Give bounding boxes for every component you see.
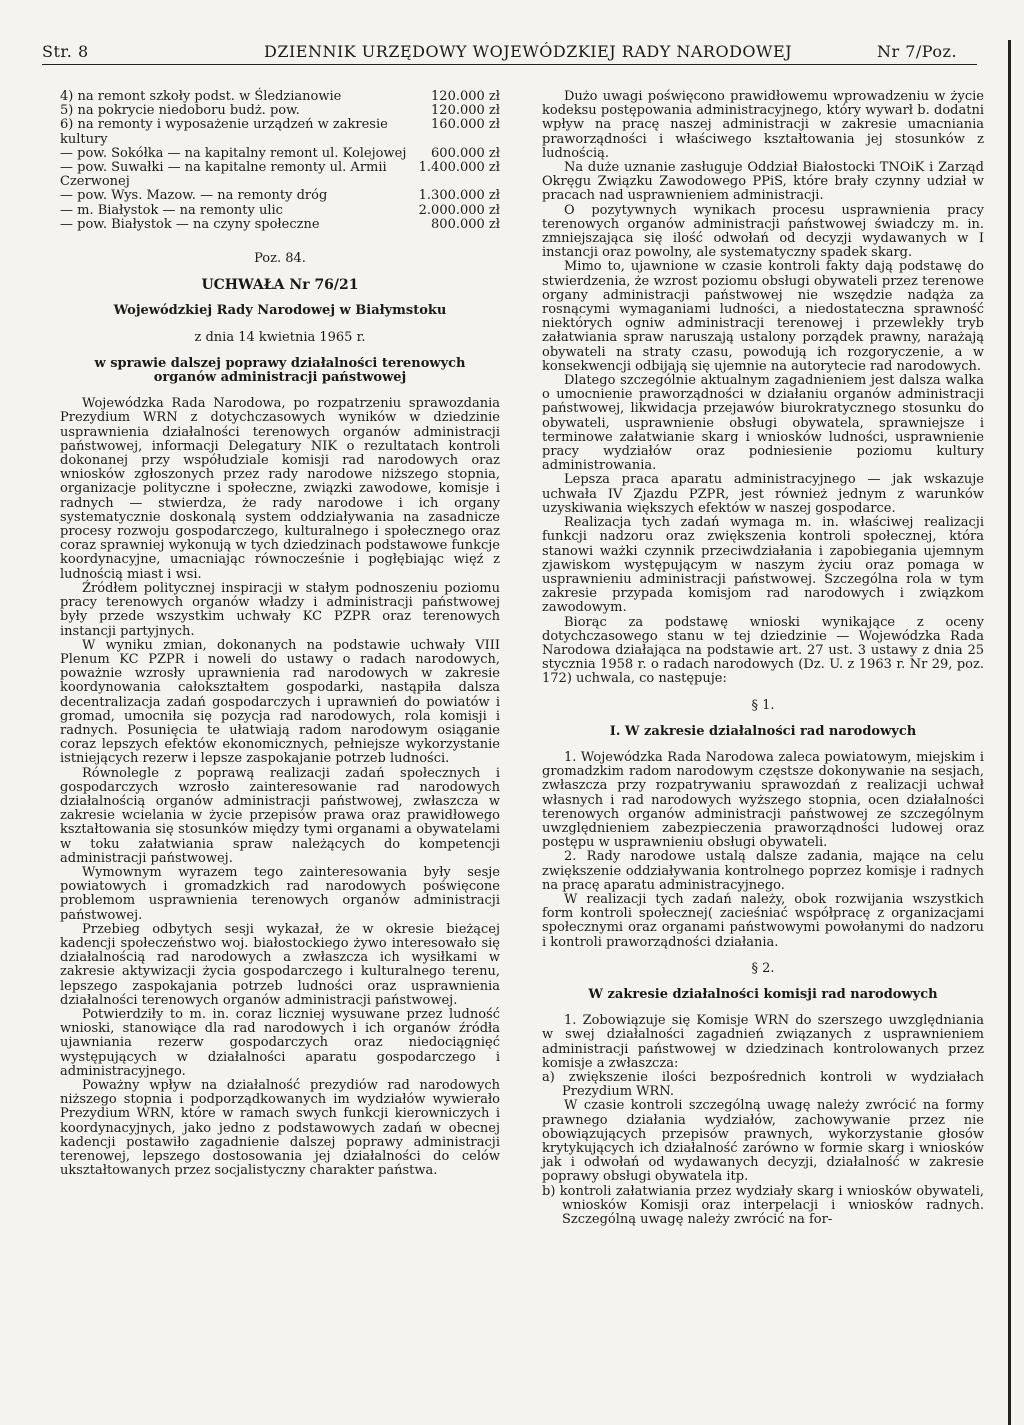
section-2-mark: § 2. [751,960,775,976]
journal-title: DZIENNIK URZĘDOWY WOJEWÓDZKIEJ RADY NARODOWEJ [264,42,793,61]
resolution-date: z dnia 14 kwietnia 1965 r. [194,329,366,345]
section-2-item-a-text: W czasie kontroli szczególną uwagę należy zwrócić na formy prawnego działania wydziałów, zachowywanie przez nie obowiązujących przepisów prawnych, wykorzystanie głosów krytykujących ich działalność zarówno w formie skarg i wniosków jak i odwołań od wydawanych decyzji, działalność w zakresie poprawy obsługi obywatela itp. [542,1098,984,1185]
right-column [542,90,984,1227]
body-paragraph: Równolegle z poprawą realizacji zadań społecznych i gospodarczych wzrosło zainteresowanie rad narodowych działalnością organów administracji państwowej, zwłaszcza w zakresie wcielania w życie przepisów prawa oraz prawidłowego kształtowania się stosunków między tymi organami a obywatelami w toku załatwiania spraw należących do kompetencji administracji państwowej. [60,765,500,866]
body-paragraph: Wojewódzka Rada Narodowa, po rozpatrzeniu sprawozdania Prezydium WRN z dotychczasowych wyników w dziedzinie usprawnienia działalności terenowych organów administracji państwowej, informacji Delegatury NIK o rezultatach kontroli dokonanej przy współudziale komisji rad narodowych oraz wniosków zgłoszonych przez rady narodowe niższego stopnia, organizacje polityczne i społeczne, związki zawodowe, komisje i radnych — stwierdza, że rady narodowe i ich organy systematycznie doskonalą system oddziaływania na zasadnicze procesy rozwoju gospodarczego, kulturalnego i społecznego oraz coraz sprawniej wykonują w tych dziedzinach podstawowe funkcje koordynacyjne, umacniając równocześnie i pogłębiając więź z ludnością miast i wsi. [60,396,500,582]
resolution-subject: w sprawie dalszej poprawy działalności terenowych organów administracji państwowej [94,355,466,386]
budget-item: — m. Białystok — na remonty ulic 2.000.000 zł [60,202,500,218]
body-paragraph: Źródłem politycznej inspiracji w stałym podnoszeniu poziomu pracy terenowych organów władzy i administracji państwowej były przede wszystkim uchwały KC PZPR oraz terenowych instancji partyjnych. [60,580,500,639]
budget-item: 6) na remonty i wyposażenie urządzeń w zakresie kultury 160.000 zł [60,117,500,147]
section-1-heading: I. W zakresie działalności rad narodowych [609,723,917,739]
section-2-item-b: b) kontroli załatwiania przez wydziały skarg i wniosków obywateli, wniosków Komisji oraz interpelacji i wniosków radnych. Szczególną uwagę należy zwrócić na for- [542,1183,984,1228]
section-1-point-2: 2. Rady narodowe ustalą dalsze zadania, mające na celu zwiększenie oddziaływania kontrolnego poprzez komisje i radnych na pracę aparatu administracyjnego. [542,849,984,893]
budget-item: 5) na pokrycie niedoboru budż. pow. 120.000 zł [60,103,500,119]
body-paragraph: Biorąc za podstawę wnioski wynikające z oceny dotychczasowego stanu w tej dziedzinie — Wojewódzka Rada Narodowa działająca na podstawie art. 27 ust. 3 ustawy z dnia 25 stycznia 1958 r. o radach narodowych (Dz. U. z 1963 r. Nr 29, poz. 172) uchwala, co następuje: [542,614,984,687]
budget-item: — pow. Białystok — na czyny społeczne 800.000 zł [60,216,500,232]
section-2-point-1: 1. Zobowiązuje się Komisje WRN do szerszego uwzględniania w swej działalności zagadnień związanych z usprawnieniem administracji państwowej w dziedzinach kontrolowanych przez komisje a zwłaszcza: [542,1013,984,1071]
budget-item: — pow. Sokółka — na kapitalny remont ul. Kolejowej 600.000 zł [60,145,500,161]
body-paragraph: Na duże uznanie zasługuje Oddział Białostocki TNOiK i Zarząd Okręgu Związku Zawodowego PPiS, które brały czynny udział w pracach nad usprawnieniem administracji. [542,160,984,204]
resolution-title: UCHWAŁA Nr 76/21 [201,277,359,294]
resolution-issuer: Wojewódzkiej Rady Narodowej w Białymstoku [113,303,447,319]
header-rule [42,64,977,65]
page-header [42,40,982,66]
body-paragraph: Mimo to, ujawnione w czasie kontroli fakty dają podstawę do stwierdzenia, że wzrost poziomu obsługi obywateli przez terenowe organy administracji państwowej nie wszędzie nadąża za rosnącymi wymaganiami ludności, a niedostateczna sprawność niektórych ogniw administracji terenowej i przewlekły tryb załatwiania spraw naruszają ustalony porządek prawny, narażają obywateli na straty czasu, powodują ich rozgoryczenie, a w konsekwencji odbijają się ujemnie na autorytecie rad narodowych. [542,259,984,374]
section-1-mark: § 1. [751,697,775,713]
section-1-paragraph: W realizacji tych zadań należy, obok rozwijania wszystkich form kontroli społecznej( zacieśniać współpracę z organizacjami społecznymi oraz organami państwowymi powołanymi do nadzoru i kontroli praworządności działania. [542,891,984,950]
left-column [60,90,500,1178]
body-paragraph: Poważny wpływ na działalność prezydiów rad narodowych niższego stopnia i podporządkowanych im wydziałów wywierało Prezydium WRN, które w ramach swych funkcji kierowniczych i koordynacyjnych, jako jedno z podstawowych zadań w obecnej kadencji postawiło zagadnienie dalszej poprawy administracji terenowej, lepszego dostosowania jej działalności do celów ukształtowanych przez socjalistyczny charakter państwa. [60,1078,500,1179]
body-paragraph: Przebieg odbytych sesji wykazał, że w okresie bieżącej kadencji społeczeństwo woj. białostockiego żywo interesowało się działalnością rad narodowych a zwłaszcza ich wysiłkami w zakresie aktywizacji życia gospodarczego i kulturalnego terenu, lepszego zaspokajania potrzeb ludności oraz usprawnienia działalności terenowych organów administracji państwowej. [60,921,500,1008]
body-paragraph: Dlatego szczególnie aktualnym zagadnieniem jest dalsza walka o umocnienie praworządności w działaniu organów administracji państwowej, likwidacja przejawów biurokratycznego stosunku do obywateli, usprawnienie obsługi obywatela, sprawniejsze i terminowe załatwianie skarg i wniosków ludności, usprawnienie pracy wydziałów oraz podniesienie poziomu kultury administrowania. [542,373,984,474]
body-paragraph: O pozytywnych wynikach procesu usprawnienia pracy terenowych organów administracji państwowej świadczy m. in. zmniejszająca się ilość odwołań od decyzji wydawanych w I instancji oraz powolny, ale systematyczny spadek skarg. [542,202,984,261]
position-number: Poz. 84. [254,251,306,267]
section-1-point-1: 1. Wojewódzka Rada Narodowa zaleca powiatowym, miejskim i gromadzkim radom narodowym częstsze dokonywanie na sesjach, zwłaszcza przy rozpatrywaniu sprawozdań z realizacji uchwał własnych i rad narodowych wyższego stopnia, ocen działalności terenowych organów administracji państwowej ze szczególnym uwzględnieniem zabezpieczenia praworządności ludowej oraz postępu w usprawnieniu obsługi obywateli. [542,749,984,851]
body-paragraph: Lepsza praca aparatu administracyjnego — jak wskazuje uchwała IV Zjazdu PZPR, jest również jednym z warunków uzyskiwania większych efektów w naszej gospodarce. [542,472,984,516]
budget-item: 4) na remont szkoły podst. w Śledzianowie 120.000 zł [60,89,500,104]
body-paragraph: W wyniku zmian, dokonanych na podstawie uchwały VIII Plenum KC PZPR i noweli do ustawy o radach narodowych, poważnie wzrosły uprawnienia rad narodowych w zakresie koordynowania całokształtem gospodarki, nastąpiła dalsza decentralizacja zadań gospodarczych i uprawnień do powiatów i gromad, umocniła się pozycja rad narodowych, rola komisji i radnych. Posunięcia te ułatwiają radom narodowym osiąganie coraz lepszych efektów ekonomicznych, pełniejsze wykorzystanie istniejących rezerw i lepsze zaspokajanie potrzeb ludności. [60,637,500,767]
section-2-heading: W zakresie działalności komisji rad narodowych [588,986,938,1002]
body-paragraph: Wymownym wyrazem tego zainteresowania były sesje powiatowych i gromadzkich rad narodowych poświęcone problemom usprawnienia terenowych organów administracji państwowej. [60,864,500,923]
budget-list [60,90,500,232]
section-2-item-a: a) zwiększenie ilości bezpośrednich kontroli w wydziałach Prezydium WRN. [542,1070,984,1100]
budget-item: — pow. Suwałki — na kapitalne remonty ul. Armii Czerwonej 1.400.000 zł [60,160,500,190]
issue-number: Nr 7/Poz. [877,42,958,61]
body-paragraph: Potwierdziły to m. in. coraz liczniej wysuwane przez ludność wnioski, stanowiące dla rad narodowych i ich organów źródła ujawniania rezerw gospodarczych oraz niedociągnięć występujących w działalności aparatu gospodarczego i administracyjnego. [60,1006,500,1079]
page-edge-rule [1008,40,1011,1425]
body-paragraph: Realizacja tych zadań wymaga m. in. właściwej realizacji funkcji nadzoru oraz zwiększenia kontroli społecznej, która stanowi ważki czynnik przeciwdziałania i zapobiegania ujemnym zjawiskom występującym w naszym życiu oraz pomaga w usprawnieniu administracji państwowej. Szczególna rola w tym zakresie przypada komisjom rad narodowych i związkom zawodowym. [542,515,984,616]
page-number: Str. 8 [42,42,89,61]
body-paragraph: Dużo uwagi poświęcono prawidłowemu wprowadzeniu w życie kodeksu postępowania administracyjnego, który wywarł b. dodatni wpływ na pracę naszej administracji w zakresie umacniania praworządności i właściwego kształtowania jej stosunków z ludnością. [542,89,984,161]
budget-item: — pow. Wys. Mazow. — na remonty dróg 1.300.000 zł [60,188,500,204]
